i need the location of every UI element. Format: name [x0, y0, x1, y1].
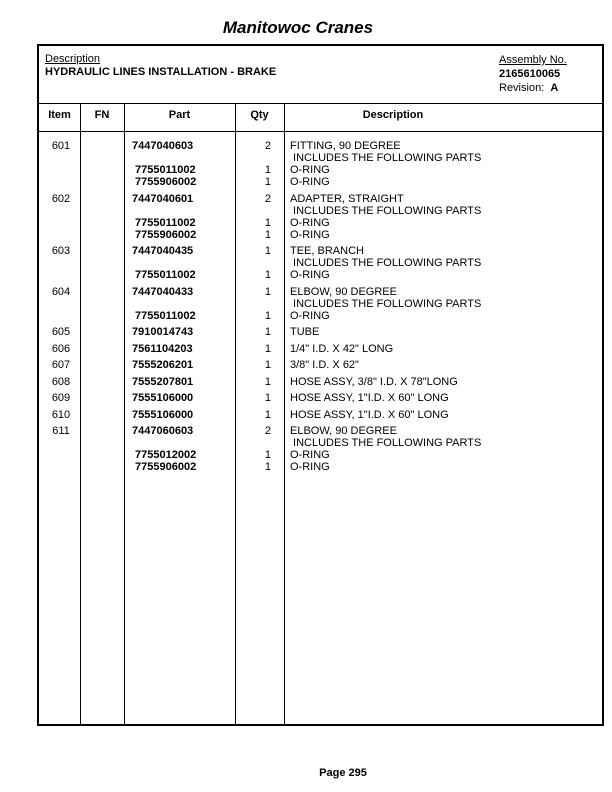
- item-number: 605: [51, 326, 71, 338]
- part-description: O-RING: [290, 229, 330, 241]
- table-row: [39, 409, 602, 421]
- part-description: O-RING: [290, 217, 330, 229]
- item-number: 609: [51, 392, 71, 404]
- table-row: [39, 205, 602, 217]
- part-description: INCLUDES THE FOLLOWING PARTS: [290, 437, 482, 449]
- part-description: 3/8" I.D. X 62": [290, 359, 359, 371]
- revision-value: A: [550, 82, 559, 94]
- part-description: ELBOW, 90 DEGREE: [290, 425, 397, 437]
- part-description: O-RING: [290, 176, 330, 188]
- revision-line: [499, 81, 567, 95]
- part-description: ELBOW, 90 DEGREE: [290, 286, 397, 298]
- table-row: [39, 449, 602, 461]
- table-row: [39, 461, 602, 473]
- part-number: 7755906002: [132, 461, 197, 473]
- item-number: 607: [51, 359, 71, 371]
- part-description: TUBE: [290, 326, 320, 338]
- quantity: 1: [264, 449, 271, 461]
- table-row: [39, 245, 602, 257]
- table-row: [39, 193, 602, 205]
- quantity: 1: [264, 359, 271, 371]
- part-number: 7755011002: [132, 217, 196, 229]
- column-header-item: Item: [48, 109, 71, 121]
- part-number: 7447040435: [132, 245, 194, 257]
- part-number: 7447060603: [132, 425, 194, 437]
- table-row: [39, 437, 602, 449]
- part-number: 7755011002: [132, 269, 196, 281]
- quantity: 1: [264, 176, 271, 188]
- part-number: 7755011002: [132, 310, 196, 322]
- part-description: ADAPTER, STRAIGHT: [290, 193, 404, 205]
- part-number: 7555207801: [132, 376, 194, 388]
- item-number: 610: [51, 409, 71, 421]
- table-row: [39, 269, 602, 281]
- table-row: [39, 164, 602, 176]
- page-number: Page 295: [319, 767, 367, 779]
- table-row: [39, 140, 602, 152]
- table-row: [39, 176, 602, 188]
- item-number: 603: [51, 245, 71, 257]
- part-number: 7555106000: [132, 409, 194, 421]
- quantity: 1: [264, 326, 271, 338]
- table-row: [39, 425, 602, 437]
- part-description: HOSE ASSY, 1"I.D. X 60" LONG: [290, 392, 449, 404]
- part-description: INCLUDES THE FOLLOWING PARTS: [290, 152, 482, 164]
- column-header-description: Description: [362, 109, 424, 121]
- table-row: [39, 376, 602, 388]
- part-number: 7755906002: [132, 176, 197, 188]
- quantity: 1: [264, 164, 271, 176]
- part-description: 1/4" I.D. X 42" LONG: [290, 343, 394, 355]
- quantity: 1: [264, 245, 271, 257]
- table-row: [39, 298, 602, 310]
- description-value: HYDRAULIC LINES INSTALLATION - BRAKE: [45, 66, 277, 78]
- column-header-qty: Qty: [250, 109, 269, 121]
- part-description: O-RING: [290, 269, 330, 281]
- quantity: 1: [264, 461, 271, 473]
- table-row: [39, 310, 602, 322]
- part-description: O-RING: [290, 449, 330, 461]
- quantity: 2: [264, 140, 271, 152]
- quantity: 1: [264, 409, 271, 421]
- column-header-fn: FN: [94, 109, 110, 121]
- revision-label: Revision:: [499, 82, 545, 94]
- quantity: 1: [264, 286, 271, 298]
- page-title: Manitowoc Cranes: [222, 18, 374, 37]
- quantity: 1: [264, 376, 271, 388]
- assembly-value: 2165610065: [499, 68, 561, 80]
- part-description: O-RING: [290, 310, 330, 322]
- quantity: 1: [264, 392, 271, 404]
- table-row: [39, 343, 602, 355]
- description-block: [45, 53, 276, 79]
- table-row: [39, 152, 602, 164]
- table-row: [39, 257, 602, 269]
- part-description: INCLUDES THE FOLLOWING PARTS: [290, 298, 482, 310]
- part-number: 7447040601: [132, 193, 194, 205]
- quantity: 1: [264, 229, 271, 241]
- parts-table: [37, 44, 604, 726]
- table-row: [39, 326, 602, 338]
- item-number: 606: [51, 343, 71, 355]
- part-number: 7755906002: [132, 229, 197, 241]
- part-number: 7555106000: [132, 392, 194, 404]
- item-number: 611: [52, 425, 70, 437]
- quantity: 1: [264, 310, 271, 322]
- part-description: FITTING, 90 DEGREE: [290, 140, 401, 152]
- table-row: [39, 392, 602, 404]
- quantity: 1: [264, 217, 271, 229]
- quantity: 1: [264, 269, 271, 281]
- item-number: 601: [51, 140, 71, 152]
- part-description: HOSE ASSY, 1"I.D. X 60" LONG: [290, 409, 449, 421]
- item-number: 604: [51, 286, 71, 298]
- part-number: 7561104203: [132, 343, 193, 355]
- part-number: 7447040433: [132, 286, 194, 298]
- quantity: 2: [264, 425, 271, 437]
- part-description: HOSE ASSY, 3/8" I.D. X 78"LONG: [290, 376, 458, 388]
- description-label: Description: [45, 53, 101, 65]
- part-description: O-RING: [290, 461, 330, 473]
- part-number: 7910014743: [132, 326, 194, 338]
- item-number: 602: [51, 193, 71, 205]
- table-row: [39, 359, 602, 371]
- quantity: 1: [264, 343, 271, 355]
- column-header-part: Part: [168, 109, 191, 121]
- item-number: 608: [51, 376, 71, 388]
- part-number: 7555206201: [132, 359, 194, 371]
- part-description: INCLUDES THE FOLLOWING PARTS: [290, 257, 482, 269]
- part-description: O-RING: [290, 164, 330, 176]
- part-description: TEE, BRANCH: [290, 245, 364, 257]
- table-row: [39, 229, 602, 241]
- part-number: 7755012002: [132, 449, 197, 461]
- assembly-block: [499, 53, 567, 95]
- part-number: 7755011002: [132, 164, 196, 176]
- table-row: [39, 217, 602, 229]
- quantity: 2: [264, 193, 271, 205]
- part-description: INCLUDES THE FOLLOWING PARTS: [290, 205, 482, 217]
- table-row: [39, 286, 602, 298]
- assembly-label: Assembly No.: [499, 54, 567, 66]
- part-number: 7447040603: [132, 140, 194, 152]
